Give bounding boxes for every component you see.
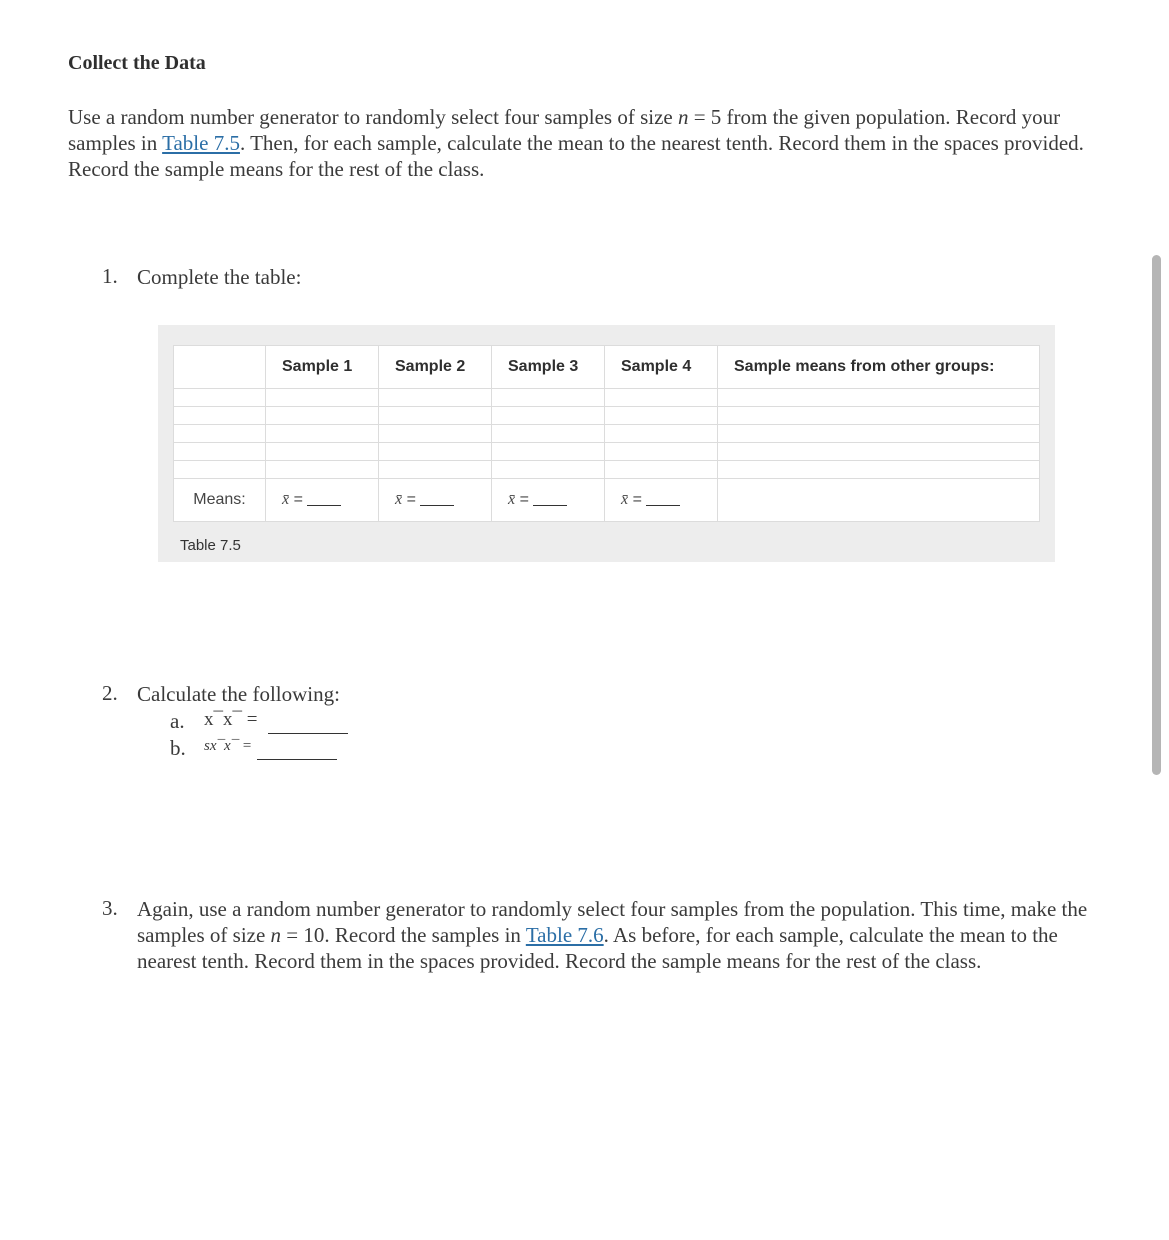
- table-7-6-link[interactable]: Table 7.6: [525, 923, 604, 947]
- question-2-text: Calculate the following:: [137, 682, 340, 706]
- equals-sign: =: [632, 491, 642, 508]
- table-row: [174, 407, 1040, 425]
- table-row: [174, 389, 1040, 407]
- mean-sample-4[interactable]: [605, 479, 718, 522]
- answer-line-2b[interactable]: [257, 759, 337, 760]
- xbar-symbol: x̄: [282, 491, 290, 508]
- intro-part1: Use a random number generator to randomly select four samples of size: [68, 105, 678, 129]
- header-sample-2: Sample 2: [379, 346, 492, 389]
- equals-sign: =: [519, 491, 529, 508]
- mean-sample-1[interactable]: [266, 479, 379, 522]
- intro-paragraph: [68, 104, 1098, 182]
- question-1-text: Complete the table:: [137, 265, 302, 289]
- intro-part3: . Then, for each sample, calculate the mean to the nearest tenth. Record them in the spaces provided. Record the sample means for the rest of the class.: [68, 131, 1084, 181]
- header-sample-1: Sample 1: [266, 346, 379, 389]
- table-caption: Table 7.5: [180, 537, 241, 554]
- equals-sign: =: [293, 491, 303, 508]
- sample-table: [173, 345, 1040, 522]
- header-sample-3: Sample 3: [492, 346, 605, 389]
- intro-part2: = 5 from the given population. Record your samples in: [68, 105, 1061, 155]
- q3-part2: = 10. Record the samples in: [281, 923, 526, 947]
- answer-blank: [307, 505, 341, 506]
- question-2b-expression: sx¯x¯ =: [204, 738, 253, 754]
- question-2b-label: b.: [170, 736, 186, 760]
- vertical-scrollbar[interactable]: [1152, 255, 1161, 775]
- table-row: [174, 425, 1040, 443]
- mean-sample-2[interactable]: [379, 479, 492, 522]
- answer-blank: [420, 505, 454, 506]
- table-7-5-link[interactable]: Table 7.5: [162, 131, 240, 155]
- header-other-groups: Sample means from other groups:: [718, 346, 1040, 389]
- section-heading: Collect the Data: [68, 52, 206, 74]
- question-3-text: [137, 896, 1097, 974]
- question-2a-label: a.: [170, 709, 185, 733]
- question-1-number: 1.: [102, 264, 118, 288]
- header-empty: [174, 346, 266, 389]
- table-panel: [158, 325, 1055, 562]
- table-row: [174, 443, 1040, 461]
- xbar-symbol: x̄: [621, 491, 629, 508]
- header-sample-4: Sample 4: [605, 346, 718, 389]
- n-variable: n: [270, 923, 282, 947]
- answer-blank: [646, 505, 680, 506]
- question-2-number: 2.: [102, 681, 118, 705]
- equals-sign: =: [406, 491, 416, 508]
- xbar-symbol: x̄: [508, 491, 516, 508]
- q3-part1: Again, use a random number generator to randomly select four samples from the population. This time, make the samples of size: [137, 897, 1088, 947]
- answer-line-2a[interactable]: [268, 733, 348, 734]
- means-label: Means:: [174, 479, 266, 522]
- q3-part3: . As before, for each sample, calculate the mean to the nearest tenth. Record them in the spaces provided. Record the sample means for the rest of the class.: [137, 923, 1058, 973]
- table-header-row: [174, 346, 1040, 389]
- mean-sample-3[interactable]: [492, 479, 605, 522]
- mean-other-groups[interactable]: [718, 479, 1040, 522]
- xbar-symbol: x̄: [395, 491, 403, 508]
- answer-blank: [533, 505, 567, 506]
- table-row: [174, 461, 1040, 479]
- question-2a-expression: x¯x¯ =: [204, 709, 258, 730]
- n-variable: n: [677, 105, 689, 129]
- means-row: [174, 479, 1040, 522]
- question-3-number: 3.: [102, 896, 118, 920]
